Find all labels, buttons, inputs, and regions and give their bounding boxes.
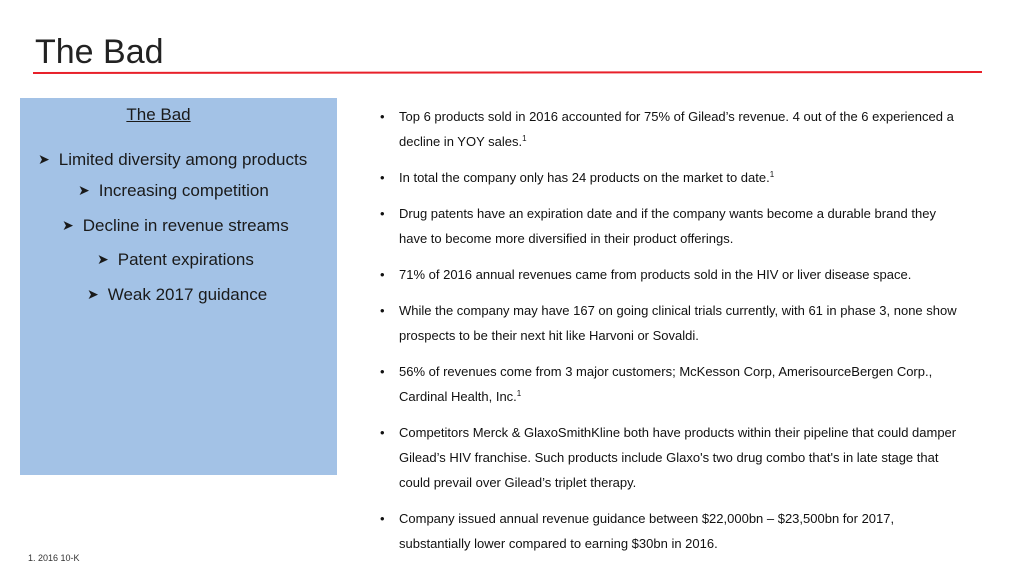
bullet-text: Drug patents have an expiration date and if the company wants become a durable brand they have to become more diversified in their product offerings. <box>399 206 936 246</box>
bullet-dot-icon: • <box>380 303 385 318</box>
bullet-text: Company issued annual revenue guidance between $22,000bn – $23,500bn for 2017, substantially lower compared to earning $30bn in 2016. <box>399 511 895 551</box>
arrow-bullet-icon: ➤ <box>38 151 50 167</box>
summary-item-label: Decline in revenue streams <box>82 216 289 235</box>
bullet-text: 71% of 2016 annual revenues came from products sold in the HIV or liver disease space. <box>399 267 912 282</box>
summary-box-heading: The Bad <box>126 105 191 124</box>
bullet-dot-icon: • <box>380 364 385 379</box>
bullet-item <box>380 104 960 154</box>
summary-item <box>38 150 307 170</box>
bullet-dot-icon: • <box>380 109 385 124</box>
summary-item-label: Increasing competition <box>98 181 269 200</box>
title-divider <box>33 71 982 74</box>
bullet-item <box>380 298 960 348</box>
summary-item-label: Limited diversity among products <box>58 150 308 169</box>
arrow-bullet-icon: ➤ <box>78 182 90 198</box>
summary-item-label: Patent expirations <box>117 250 254 269</box>
arrow-bullet-icon: ➤ <box>62 217 74 233</box>
arrow-bullet-icon: ➤ <box>97 251 109 267</box>
bullet-dot-icon: • <box>380 511 385 526</box>
bullet-dot-icon: • <box>380 425 385 440</box>
bullet-item <box>380 506 960 556</box>
bullet-dot-icon: • <box>380 206 385 221</box>
bullet-item <box>380 262 960 287</box>
slide-title: The Bad <box>35 33 164 71</box>
bullet-item <box>380 359 960 409</box>
footnote-marker: 1 <box>522 134 527 143</box>
footnote-marker: 1 <box>516 389 522 398</box>
footnote-marker: 1 <box>769 170 775 179</box>
bullet-list <box>380 104 960 567</box>
bullet-item <box>380 201 960 251</box>
bullet-text: In total the company only has 24 products on the market to date. <box>399 170 770 185</box>
bullet-text: Competitors Merck & GlaxoSmithKline both have products within their pipeline that could damper Gilead’s HIV franchise. Such products include Glaxo's two drug combo that's in late stage that could prevail over Gilead’s triplet therapy. <box>399 425 957 490</box>
footnote: 1. 2016 10-K <box>28 553 80 563</box>
summary-item <box>97 250 254 270</box>
bullet-text: 56% of revenues come from 3 major customers; McKesson Corp, AmerisourceBergen Corp., Cardinal Health, Inc. <box>399 364 933 404</box>
summary-item <box>78 181 269 201</box>
bullet-item <box>380 165 960 190</box>
arrow-bullet-icon: ➤ <box>87 286 99 302</box>
summary-item-label: Weak 2017 guidance <box>107 285 268 304</box>
summary-item <box>62 216 289 236</box>
bullet-text: Top 6 products sold in 2016 accounted for 75% of Gilead’s revenue. 4 out of the 6 experienced a decline in YOY sales. <box>399 109 954 149</box>
summary-item <box>87 285 267 305</box>
bullet-dot-icon: • <box>380 170 385 185</box>
bullet-dot-icon: • <box>380 267 385 282</box>
bullet-text: While the company may have 167 on going clinical trials currently, with 61 in phase 3, none show prospects to be their next hit like Harvoni or Sovaldi. <box>399 303 957 343</box>
bullet-item <box>380 420 960 495</box>
